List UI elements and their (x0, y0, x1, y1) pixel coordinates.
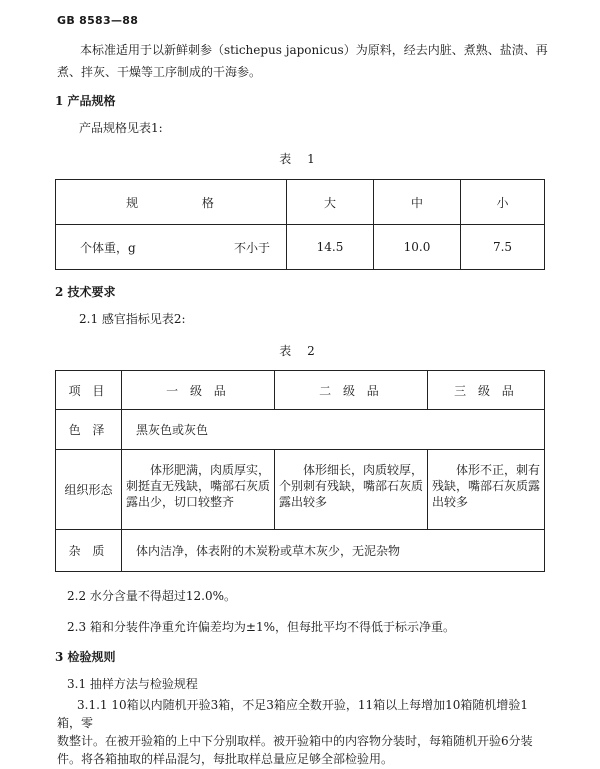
section-2-2: 2.2 水分含量不得超过12.0%。 (67, 589, 237, 603)
table-1-value-small: 7.5 (461, 225, 545, 270)
table-2-header-item: 项 目 (56, 371, 122, 410)
section-3-heading: 3 检验规则 (55, 650, 116, 664)
table-2-form-grade-2: 体形细长，肉质较厚，个别刺有残缺，嘴部石灰质露出较多 (275, 450, 428, 530)
section-2-1: 2.1 感官指标见表2: (79, 312, 186, 326)
table-2-color-value: 黑灰色或灰色 (122, 410, 545, 450)
table-1-value-large: 14.5 (287, 225, 374, 270)
standard-number: GB 8583—88 (57, 14, 139, 27)
table-1-row-label: 个体重，g (80, 241, 136, 255)
table-2-header-grade-2: 二 级 品 (275, 371, 428, 410)
table-2-form-grade-3: 体形不正，刺有残缺，嘴部石灰质露出较多 (428, 450, 545, 530)
section-3-1-1-line-1: 3.1.1 10箱以内随机开验3箱，不足3箱应全数开验，11箱以上每增加10箱随机增验1箱，零 (57, 698, 529, 730)
table-2-impurity-label: 杂 质 (56, 530, 122, 572)
table-1-header-row (56, 180, 545, 225)
table-2-header-grade-1: 一 级 品 (122, 371, 275, 410)
table-2-header-row (56, 371, 545, 410)
table-2-color-label: 色 泽 (56, 410, 122, 450)
intro-line-2: 煮、拌灰、干燥等工序制成的干海参。 (57, 65, 262, 79)
section-3-1: 3.1 抽样方法与检验规程 (67, 677, 198, 691)
table-1-caption: 表 1 (279, 152, 321, 166)
table-2-row-impurity (56, 530, 545, 572)
table-2-row-color (56, 410, 545, 450)
section-2-3: 2.3 箱和分装件净重允许偏差均为±1%，但每批平均不得低于标示净重。 (67, 620, 455, 634)
table-1-row-condition: 不小于 (233, 241, 270, 255)
table-2-header-grade-3: 三 级 品 (428, 371, 545, 410)
table-2-caption: 表 2 (279, 344, 321, 358)
table-2-form-label: 组织形态 (56, 450, 122, 530)
table-1-header-spec (56, 180, 287, 225)
table-1 (55, 179, 545, 270)
intro-line-1: 本标准适用于以新鲜刺参（stichepus japonicus）为原料，经去内脏、煮熟、盐渍、再 (80, 43, 548, 57)
section-2-heading: 2 技术要求 (55, 285, 116, 299)
table-2-form-grade-1: 体形肥满，肉质厚实，刺挺直无残缺，嘴部石灰质露出少，切口较整齐 (122, 450, 275, 530)
section-1-text: 产品规格见表1: (79, 121, 163, 135)
table-2-impurity-value: 体内洁净，体表附的木炭粉或草木灰少，无泥杂物 (122, 530, 545, 572)
table-1-header-large: 大 (287, 180, 374, 225)
table-1-header-spec-b: 格 (201, 195, 216, 210)
section-1-heading: 1 产品规格 (55, 94, 116, 108)
table-1-row-weight (56, 225, 545, 270)
table-1-value-medium: 10.0 (374, 225, 461, 270)
section-3-1-1-line-3: 件。将各箱抽取的样品混匀，每批取样总量应足够全部检验用。 (57, 752, 394, 766)
section-3-1-1 (57, 696, 552, 768)
table-1-header-spec-a: 规 (126, 195, 141, 210)
table-1-header-medium: 中 (374, 180, 461, 225)
table-2-row-form (56, 450, 545, 530)
section-3-1-1-line-2: 数整计。在被开验箱的上中下分别取样。被开验箱中的内容物分装时，每箱随机开验6分装 (57, 734, 533, 748)
table-1-row-label-cell (56, 225, 287, 270)
table-1-header-small: 小 (461, 180, 545, 225)
table-2 (55, 370, 545, 572)
